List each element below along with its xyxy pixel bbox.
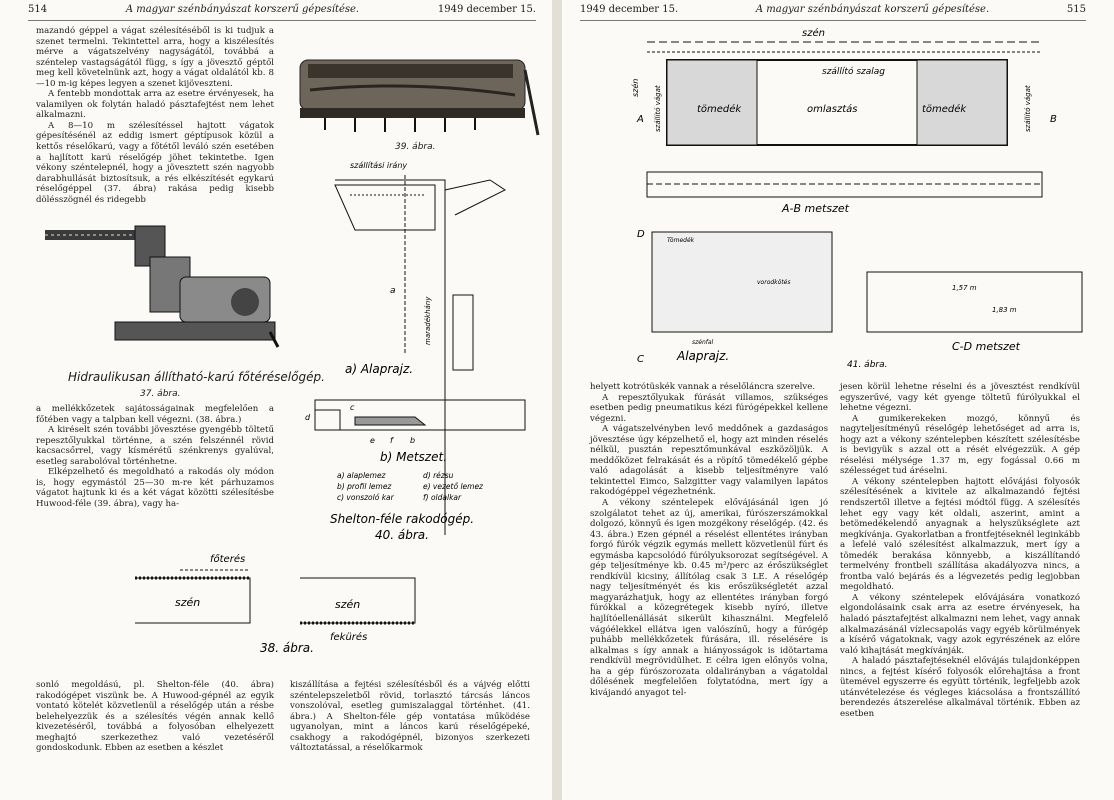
- fekures-label: fekürés: [330, 632, 368, 643]
- right-header: [580, 4, 1086, 21]
- legend-e: e) vezető lemez: [423, 482, 483, 491]
- paragraph: A vékony széntelepben hajtott elővájási folyosók szélesítésének a kivitele az alkalmazandó fejtési rendszertől illetve a fejtési módtól függ. A szélesítés lehet egy vagy két oldali, aszerint, amint a betömedékelendő anyagnak a helyszükséglete azt megkívánja. Gyakorlatban a frontfejtéseknél leginkább a lefelé való szélesítést alkalmazzuk, mert így a tömedék berakása könnyebb, a kiszállítandó termelvény frontbeli szállítása akadályozva nincs, a frontba való bejárás és a légvezetés pedig legjobban megoldható.: [840, 476, 1080, 593]
- figure-38-label: 38. ábra.: [260, 641, 314, 655]
- label-e: e: [370, 436, 375, 445]
- tomedek-small: Tömedék: [667, 237, 695, 244]
- label-C: C: [637, 354, 644, 365]
- figure-41-diagram: [632, 22, 1092, 372]
- paragraph: A kiréselt szén további jövesztése gyengébb töltetű repesztőlyukkal történne, a szén felszénnél rövid kacsacsőrrel, vagy kísmérétű szénkrenys gyalúval, esetleg sarabolóval történhetne.: [36, 425, 274, 467]
- haulage-right: szállító vágat: [1024, 85, 1032, 132]
- figure-38-diagram: [120, 548, 420, 663]
- issue-date: 1949 december 15.: [437, 4, 536, 15]
- ab-section-label: A-B metszet: [782, 202, 849, 215]
- figure-40-label: 40. ábra.: [375, 528, 429, 542]
- left-page: [0, 0, 552, 800]
- plan-label: a) Alaprajz.: [345, 362, 414, 376]
- figure-37-label: 37. ábra.: [140, 389, 181, 399]
- section-label: b) Metszet.: [380, 450, 448, 464]
- width-label: maradékhány: [424, 296, 432, 345]
- figure-40-shelton-loader: [295, 155, 545, 545]
- szenfal-label: szénfal: [692, 339, 714, 346]
- szen-label-2: szén: [335, 598, 361, 611]
- label-D: D: [637, 229, 645, 240]
- page-number: 514: [28, 4, 48, 15]
- running-title: A magyar szénbányászat korszerű gépesítése.: [125, 4, 360, 15]
- figure-37-caption: Hidraulikusan állítható-karú főtéréselőgép.: [68, 370, 325, 384]
- szen-side-label: szén: [631, 78, 640, 97]
- right-col1-text: [590, 382, 828, 698]
- left-col1-bottom-text: [36, 680, 274, 754]
- dimension-1: 1,57 m: [952, 284, 977, 292]
- left-col1-top-text: [36, 26, 274, 205]
- label-f: f: [390, 436, 393, 445]
- plan-label: Alaprajz.: [677, 349, 730, 363]
- figure-40-title: Shelton-féle rakodógép.: [330, 512, 475, 526]
- issue-date: 1949 december 15.: [580, 4, 679, 15]
- left-header: [28, 4, 536, 21]
- paragraph: A haladó pásztafejtéseknél elővájás tulajdonképpen nincs, a fejtést kísérő folyosók előrehajtása a front ütemével egyszerre és együtt történik, legfeljebb azok utánvételezése és végleges kiácsolása a frontszállító berendezés átszerelése alkalmával történik. Ebben az esetben: [840, 656, 1080, 719]
- conveyor-label: szállító szalag: [822, 67, 885, 77]
- szen-label-1: szén: [175, 596, 201, 609]
- figure-37-drill-machine: [40, 222, 280, 352]
- direction-label: szállítási irány: [350, 161, 408, 170]
- szen-top-label: szén: [802, 28, 825, 39]
- legend-f: f) oldalkar: [423, 493, 462, 502]
- right-page: [562, 0, 1114, 800]
- paragraph: Elképzelhető és megoldható a rakodás oly módon is, hogy egymástól 25—30 m-re két párhuzamos vágatot hajtunk ki és a két vágat közötti szélesítésbe Huwood-féle (39. ábra), vagy ha-: [36, 467, 274, 509]
- paragraph: a mellékkőzetek sajátosságainak megfelelően a főtében vagy a talpban kell végezni. (38. ábra.): [36, 404, 274, 425]
- foteres-label: főterés: [210, 554, 246, 565]
- paragraph: sonló megoldású, pl. Shelton-féle (40. ábra) rakodógépet viszünk be. A Huwood-gépnél az egyik vontató kötelét közvetlenül a réselőgép után a résbe belehelyezzük és a szélesítés végén annak kellő kivezetéséről, továbbá a folyosóban elhelyezett meghajtó szerkezethez való vezetéséről gondoskodunk. Ebben az esetben a készlet: [36, 680, 274, 754]
- figure-39-machine: [290, 40, 540, 150]
- paragraph: mazandó géppel a vágat szélesítéséből is ki tudjuk a szenet termelni. Tekintettel arra, hogy a kiszélesítés mérve a vágatszelvény nagyságától, továbbá a széntelep vastagságától függ, s így a jövesztő géptől meg kell követelnünk azt, hogy a vágat oldalától kb. 8—10 m-ig képes legyen a szenet kijöveszteni.: [36, 26, 274, 89]
- paragraph: A vékony széntelepek elővájásánál igen jó szolgálatot tehet az új, amerikai, fúrószerszámokkal dolgozó, könnyű és igen mozgékony réselőgép. (42. és 43. ábra.) Ezen gépnél a réselést ellentétes irányban forgó fúrók végzik egymás mellett közvetlenül fúrt és egymásba kapcsolódó fúrólyuksorozat segítségével. A gép teljesítménye kb. 0.45 m²/perc az érőszükséglet rendkívül kicsiny, állítólag csak 3 LE. A réselőgép nagy teljesítményét és kis erőszükségletét azzal magyarázhatjuk, hogy az ellentétes irányban forgó fúrókkal a közegrétegek kisebb nyíró, illetve hajlítóellenállását sikerült kihasználni. Megfelelő vágóélekkel ellátva igen valószínű, hogy a fúrógép puhább mellékkőzetek fúrására, ill. réselésére is alkalmas s így annak a hiányosságok is idötartama rendkívül megrövidülhet. E célra igen előnyös volna, ha a gép fúrószorozata oldalirányban a vágatoldal dőlésének megfelelően folytatódna, mert így a kivájandó anyagot tel-: [590, 498, 828, 698]
- paragraph: jesen körül lehetne réselni és a jövesztést rendkívül egyszerűvé, vagy két gyenge töltetű fúrólyukkal el lehetne végezni.: [840, 382, 1080, 414]
- label-d: d: [305, 413, 311, 422]
- label-b: b: [410, 436, 416, 445]
- paragraph: A repesztőlyukak fúrását villamos, szükséges esetben pedig pneumatikus kézi fúrógépekkel kellene végezni.: [590, 392, 828, 424]
- label-c: c: [350, 403, 355, 412]
- paragraph: A fentebb mondottak arra az esetre érvényesek, ha valamilyen ok folytán haladó pásztafejtést nem lehet alkalmazni.: [36, 89, 274, 121]
- haulage-left: szállító vágat: [654, 85, 662, 132]
- tomedek-right: tömedék: [922, 104, 967, 115]
- dimension-2: 1,83 m: [992, 306, 1017, 314]
- vorodkotes-label: vorodkötés: [757, 279, 791, 286]
- paragraph: kiszállítása a fejtési szélesítésből és a vájvég előtti széntelepszeletből rövid, torlasztó tárcsás láncos vonszolóval, esetleg gumiszalaggal történhet. (41. ábra.) A Shelton-féle gép vontatása működése ugyanolyan, mint a láncos karú réselőgépeké, csakhogy a rakodógépnél, bizonyos szerkezeti változtatással, a réselőkarmok: [290, 680, 530, 754]
- page-gutter: [552, 0, 562, 800]
- cd-section-label: C-D metszet: [952, 340, 1020, 353]
- left-col2-bottom-text: [290, 680, 530, 754]
- paragraph: A gumikerekeken mozgó, könnyű és nagyteljesítményű réselőgép lehetőséget ad arra is, hogy azt a vékony széntelepben készített szélesítésbe is bevigyük s azzal ott a rését elvégezzük. A gép réselési mélysége 1.37 m, egy fogással 0.66 m szélességet tud áréselni.: [840, 413, 1080, 477]
- tomedek-left: tömedék: [697, 104, 742, 115]
- label-a: a: [390, 286, 396, 296]
- legend-b: b) profil lemez: [337, 482, 392, 491]
- figure-39-label: 39. ábra.: [395, 142, 436, 152]
- legend-d: d) rézsu: [423, 471, 454, 480]
- figure-41-label: 41. ábra.: [847, 360, 888, 370]
- label-A: A: [637, 114, 644, 125]
- paragraph: A vékony széntelepek elővájására vonatkozó elgondolásaink csak arra az esetre érvényesek, ha haladó pásztafejtést alkalmazni nem lehet, vagy annak alkalmazásánál vízlecsapolás vagy egyéb körülmények a kísérő vágatoknak, vagy azok egyrészének az előre való kihajtását megkívánják.: [840, 592, 1080, 656]
- label-B: B: [1050, 114, 1057, 125]
- left-col1-mid-text: [36, 404, 274, 509]
- page-number: 515: [1066, 4, 1086, 15]
- paragraph: A 8—10 m szélesítéssel hajtott vágatok gépesítésénél az eddig ismert géptípusok közül a kettős réselőkarú, vagy a főtétől leváló szén esetében a hajlított karú réselőgép jöhet tekintetbe. Igen vékony széntelepnél, hogy a jövesztett szén nagyobb darabhullását biztosítsuk, a rés elkészítését egykarú réselőgéppel (37. ábra) rakása pedig kisebb dölésszögnél és ridegebb: [36, 120, 274, 205]
- right-col2-text: [840, 382, 1080, 720]
- paragraph: helyett kotrótüskék vannak a réselőláncra szerelve.: [590, 382, 816, 392]
- legend-a: a) alaplemez: [337, 471, 386, 480]
- omlasztas-label: omlasztás: [807, 104, 858, 115]
- legend-c: c) vonszoló kar: [337, 493, 394, 502]
- running-title: A magyar szénbányászat korszerű gépesítése.: [755, 4, 990, 15]
- paragraph: A vágatszelvényben levő meddőnek a gazdaságos jövesztése úgy képzelhető el, hogy azt minden réselés nélkül, pusztán repesztőmunkával eszközöljük. A meddőközet felrakását és a röpítő tömedékelő gépbe való adagolását a kisebb teljesítményre való tekintettel Eimco, Salzgitter vagy valamilyen lapátos rakodógéppel végezhetnénk.: [590, 424, 828, 498]
